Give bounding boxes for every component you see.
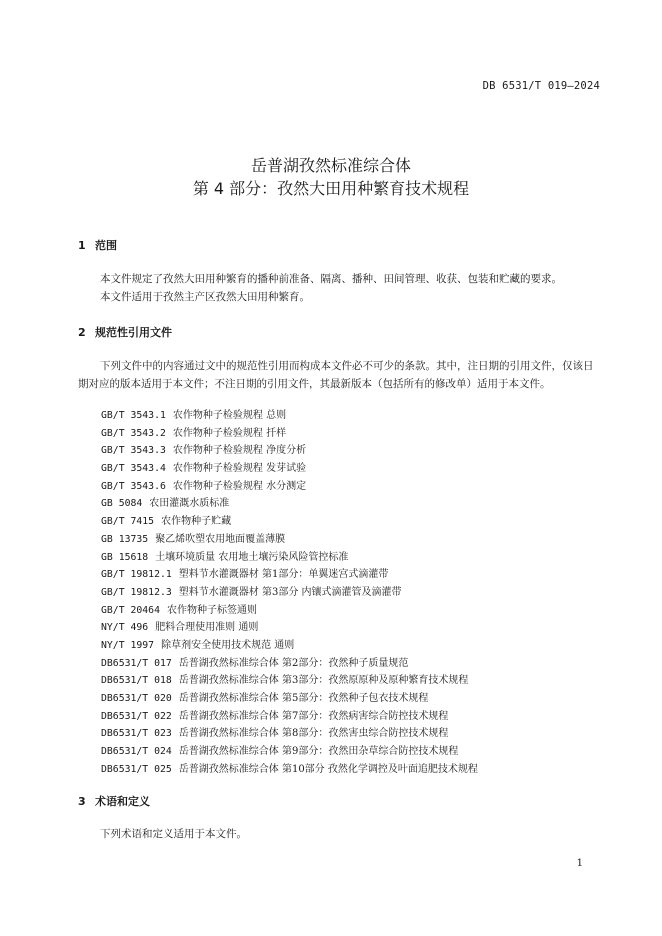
section-1-heading (78, 237, 117, 253)
reference-code: GB/T 7415 (101, 516, 155, 528)
reference-code: GB/T 3543.6 (101, 480, 166, 492)
reference-item (101, 743, 478, 761)
reference-code: GB/T 3543.1 (101, 410, 166, 421)
reference-title: 塑料节水灌溉器材 第3部分 内镶式滴灌管及滴灌带 (178, 586, 402, 598)
reference-code: NY/T 496 (101, 622, 149, 634)
reference-title: 农田灌溉水质标准 (149, 498, 230, 510)
reference-item (101, 460, 478, 478)
reference-code: NY/T 1997 (101, 639, 155, 651)
reference-item (101, 637, 478, 655)
reference-code: DB6531/T 024 (101, 746, 172, 758)
reference-code: GB 5084 (101, 498, 143, 510)
reference-code: GB 13735 (101, 533, 149, 545)
document-code: DB 6531/T 019—2024 (482, 80, 600, 92)
section-number: 1 (78, 239, 86, 252)
reference-title: 岳普湖孜然标准综合体 第5部分：孜然种子包衣技术规程 (178, 693, 429, 704)
reference-title: 岳普湖孜然标准综合体 第3部分：孜然原原种及原种繁育技术规程 (178, 675, 469, 687)
reference-title: 岳普湖孜然标准综合体 第10部分 孜然化学调控及叶面追肥技术规程 (178, 763, 478, 775)
reference-code: DB6531/T 022 (101, 710, 172, 722)
reference-code: GB/T 3543.3 (101, 445, 166, 457)
reference-title: 肥料合理使用准则 通则 (155, 622, 259, 634)
paragraph: 本文件适用于孜然主产区孜然大田用种繁育。 (100, 291, 310, 303)
section-3-heading (78, 793, 150, 809)
reference-title: 农作物种子贮藏 (161, 516, 232, 528)
reference-item (101, 549, 478, 567)
reference-item (101, 725, 478, 743)
reference-item (101, 761, 478, 779)
reference-title: 岳普湖孜然标准综合体 第7部分：孜然病害综合防控技术规程 (178, 710, 449, 722)
section-title: 范围 (95, 239, 117, 252)
section-3-body (78, 825, 600, 843)
reference-code: DB6531/T 023 (101, 728, 172, 740)
section-2-body (78, 357, 600, 393)
reference-item (101, 478, 478, 496)
normative-references-list (101, 407, 478, 778)
paragraph: 本文件规定了孜然大田用种繁育的播种前准备、隔离、播种、田间管理、收获、包装和贮藏的要求。 (100, 273, 562, 285)
reference-item (101, 425, 478, 443)
reference-title: 农作物种子检验规程 扦样 (172, 427, 287, 439)
reference-item (101, 619, 478, 637)
reference-title: 农作物种子标签通则 (166, 604, 257, 616)
reference-code: GB/T 3543.2 (101, 427, 166, 439)
reference-title: 岳普湖孜然标准综合体 第8部分：孜然害虫综合防控技术规程 (178, 728, 449, 740)
reference-title: 农作物种子检验规程 净度分析 (172, 445, 307, 457)
document-title-line-1: 岳普湖孜然标准综合体 (250, 156, 411, 175)
reference-code: GB/T 19812.1 (101, 569, 172, 581)
reference-code: DB6531/T 025 (101, 763, 172, 775)
reference-code: DB6531/T 017 (101, 657, 172, 669)
reference-item (101, 531, 478, 549)
reference-title: 土壤环境质量 农用地土壤污染风险管控标准 (155, 551, 349, 563)
section-number: 3 (78, 795, 86, 808)
reference-title: 岳普湖孜然标准综合体 第2部分：孜然种子质量规范 (178, 657, 409, 669)
section-1-body (78, 270, 600, 306)
reference-title: 农作物种子检验规程 发芽试验 (172, 463, 307, 475)
reference-item (101, 513, 478, 531)
reference-code: DB6531/T 020 (101, 693, 172, 704)
reference-item (101, 690, 478, 708)
section-title: 术语和定义 (95, 795, 150, 808)
reference-code: GB/T 20464 (101, 604, 160, 616)
section-title: 规范性引用文件 (95, 326, 172, 339)
section-2-heading (78, 324, 172, 340)
reference-code: GB 15618 (101, 551, 149, 563)
reference-title: 聚乙烯吹塑农用地面覆盖薄膜 (155, 533, 286, 545)
reference-item (101, 584, 478, 602)
reference-item (101, 442, 478, 460)
reference-item (101, 655, 478, 673)
reference-code: GB/T 19812.3 (101, 586, 172, 598)
reference-code: DB6531/T 018 (101, 675, 172, 687)
page-number: 1 (576, 858, 583, 869)
reference-item (101, 602, 478, 620)
reference-code: GB/T 3543.4 (101, 463, 166, 475)
reference-title: 农作物种子检验规程 总则 (172, 410, 287, 421)
document-title-line-2: 第 4 部分：孜然大田用种繁育技术规程 (192, 179, 470, 198)
section-number: 2 (78, 326, 86, 339)
reference-title: 岳普湖孜然标准综合体 第9部分：孜然田杂草综合防控技术规程 (178, 746, 459, 758)
reference-item (101, 566, 478, 584)
paragraph: 下列文件中的内容通过文中的规范性引用而构成本文件必不可少的条款。其中，注日期的引用文件，仅该日期对应的版本适用于本文件；不注日期的引用文件，其最新版本（包括所有的修改单）适用于本文件。 (78, 360, 594, 390)
paragraph: 下列术语和定义适用于本文件。 (100, 828, 247, 840)
reference-item (101, 708, 478, 726)
reference-title: 农作物种子检验规程 水分测定 (172, 480, 307, 492)
reference-item (101, 407, 478, 425)
reference-title: 除草剂安全使用技术规范 通则 (161, 639, 295, 651)
reference-title: 塑料节水灌溉器材 第1部分：单翼迷宫式滴灌带 (178, 569, 389, 581)
reference-item (101, 495, 478, 513)
reference-item (101, 672, 478, 690)
